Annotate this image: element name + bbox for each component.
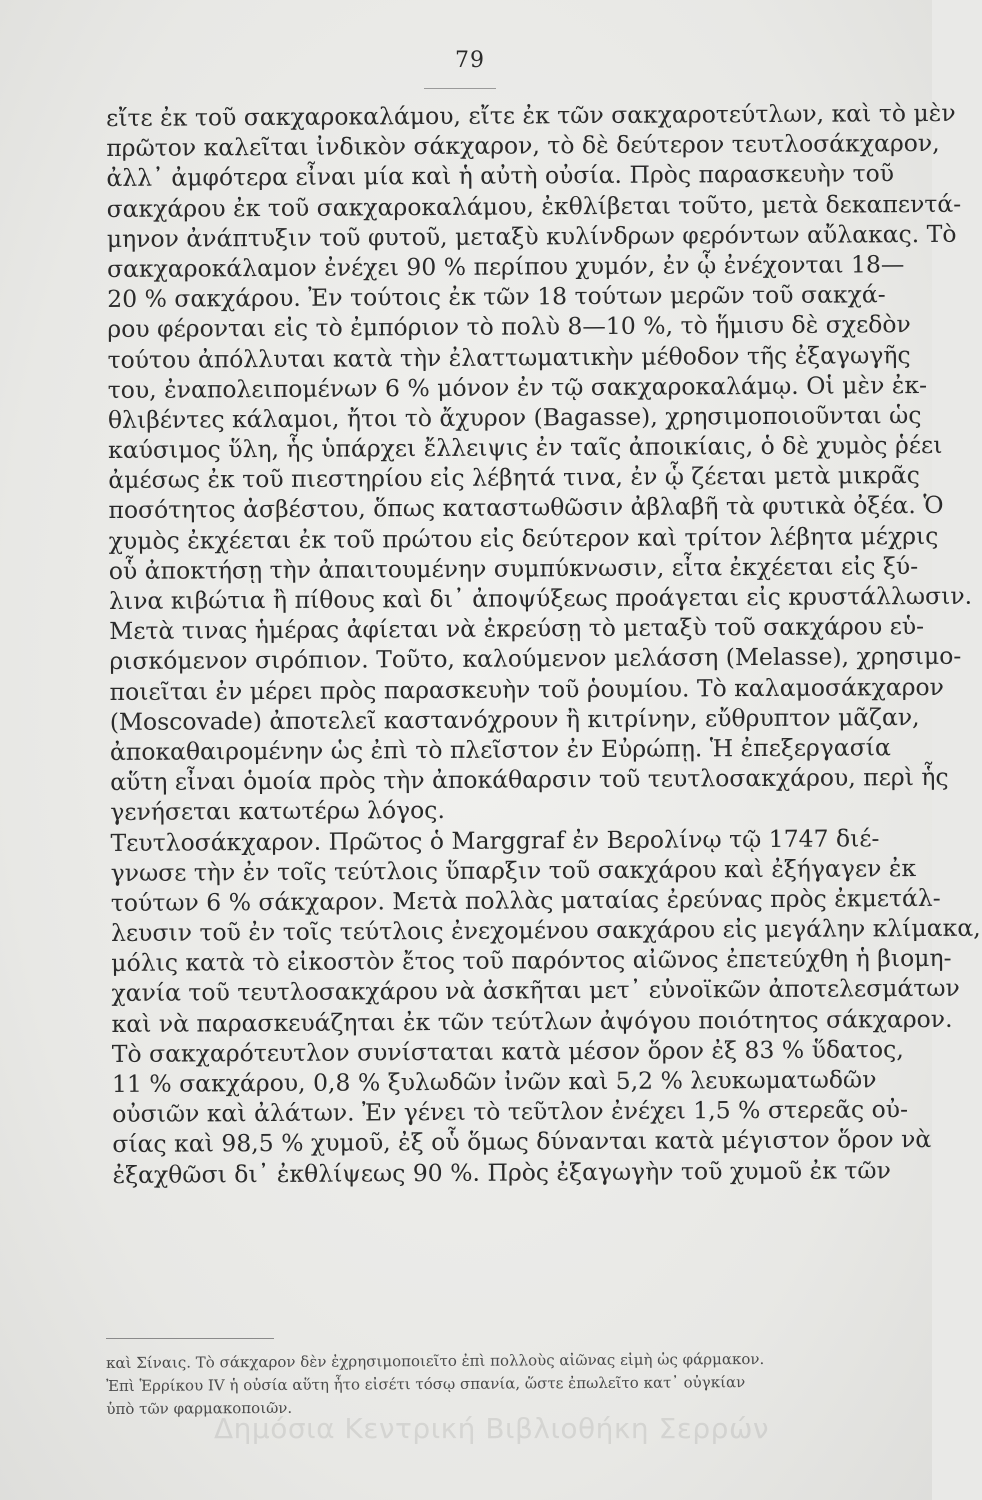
text-line: 11 % σακχάρου, 0,8 % ξυλωδῶν ἰνῶν καὶ 5,2 % λευκωματωδῶν [111, 1065, 877, 1098]
text-line: αὕτη εἶναι ὁμοία πρὸς τὴν ἀποκάθαρσιν τοῦ τευτλοσακχάρου, περὶ ἧς [110, 762, 949, 797]
text-line: Τευτλοσάκχαρον. Πρῶτος ὁ Marggraf ἐν Βερολίνῳ τῷ 1747 διέ- [110, 823, 880, 857]
text-line: καὶ νὰ παρασκευάζηται ἐκ τῶν τεύτλων ἀψόγου ποιότητος σάκχαρον. [111, 1004, 953, 1038]
text-line: του, ἐναπολειπομένων 6 % μόνον ἐν τῷ σακχαροκαλάμῳ. Οἱ μὲν ἐκ- [107, 370, 928, 404]
text-line: ρου φέρονται εἰς τὸ ἐμπόριον τὸ πολὺ 8—10 %, τὸ ἥμισυ δὲ σχεδὸν [107, 310, 911, 344]
footnotes [106, 1348, 826, 1421]
library-watermark: Δημόσια Κεντρική Βιβλιοθήκη Σερρών [214, 1412, 770, 1445]
text-line: ἀποκαθαιρομένην ὡς ἐπὶ τὸ πλεῖστον ἐν Εὐρώπῃ. Ἡ ἐπεξεργασία [109, 733, 891, 766]
text-line: ρισκόμενον σιρόπιον. Τοῦτο, καλούμενον μελάσση (Melasse), χρησιμο- [109, 642, 962, 676]
text-line: οὐσιῶν καὶ ἀλάτων. Ἐν γένει τὸ τεῦτλον ἐνέχει 1,5 % στερεᾶς οὐ- [112, 1095, 909, 1129]
footnote-line: καὶ Σίναις. Τὸ σάκχαρον δὲν ἐχρησιμοποιεῖτο ἐπὶ πολλοὺς αἰῶνας εἰμὴ ὡς φάρμακον. [106, 1349, 765, 1372]
text-line: σίας καὶ 98,5 % χυμοῦ, ἐξ οὗ ὅμως δύνανται κατὰ μέγιστον ὅρον νὰ [112, 1125, 932, 1159]
text-line: εἴτε ἐκ τοῦ σακχαροκαλάμου, εἴτε ἐκ τῶν σακχαροτεύτλων, καὶ τὸ μὲν [106, 98, 956, 132]
page-number-rule [424, 88, 496, 89]
text-line: σακχάρου ἐκ τοῦ σακχαροκαλάμου, ἐκθλίβεται τοῦτο, μετὰ δεκαπεντά- [106, 189, 962, 223]
text-line: 20 % σακχάρου. Ἐν τούτοις ἐκ τῶν 18 τούτων μερῶν τοῦ σακχά- [107, 280, 886, 314]
text-line: μηνον ἀνάπτυξιν τοῦ φυτοῦ, μεταξὺ κυλίνδρων φερόντων αὔλακας. Τὸ [106, 219, 957, 253]
footnote-line: Ἐπὶ Ἑρρίκου IV ἡ οὐσία αὕτη ἦτο εἰσέτι τόσῳ σπανία, ὥστε ἐπωλεῖτο κατ᾽ οὐγκίαν [106, 1373, 746, 1395]
text-line: Τὸ σακχαρότευτλον συνίσταται κατὰ μέσον ὅρον ἐξ 83 % ὕδατος, [111, 1034, 904, 1068]
body-text [106, 98, 981, 1190]
text-line: θλιβέντες κάλαμοι, ἤτοι τὸ ἄχυρον (Bagasse), χρησιμοποιοῦνται ὡς [107, 400, 922, 434]
text-line: τούτου ἀπόλλυται κατὰ τὴν ἐλαττωματικὴν μέθοδον τῆς ἐξαγωγῆς [107, 340, 911, 374]
text-line: καύσιμος ὕλη, ἧς ὑπάρχει ἔλλειψις ἐν ταῖς ἀποικίαις, ὁ δὲ χυμὸς ῥέει [108, 430, 943, 465]
text-line: τούτων 6 % σάκχαρον. Μετὰ πολλὰς ματαίας ἐρεύνας πρὸς ἐκμετάλ- [110, 883, 941, 917]
text-line: ἀμέσως ἐκ τοῦ πιεστηρίου εἰς λέβητά τινα, ἐν ᾧ ζέεται μετὰ μικρᾶς [108, 461, 920, 495]
footnote-rule [106, 1338, 274, 1339]
footnote-line: ὑπὸ τῶν φαρμακοποιῶν. [106, 1398, 293, 1418]
text-line: οὗ ἀποκτήσῃ τὴν ἀπαιτουμένην συμπύκνωσιν, εἶτα ἐκχέεται εἰς ξύ- [108, 551, 919, 585]
text-line: χυμὸς ἐκχέεται ἐκ τοῦ πρώτου εἰς δεύτερον καὶ τρίτον λέβητα μέχρις [108, 521, 939, 555]
text-line: σακχαροκάλαμον ἐνέχει 90 % περίπου χυμόν, ἐν ᾧ ἐνέχονται 18— [106, 250, 905, 283]
text-line: Μετὰ τινας ἡμέρας ἀφίεται νὰ ἐκρεύσῃ τὸ μεταξὺ τοῦ σακχάρου εὑ- [109, 612, 925, 646]
text-line: ἀλλ᾽ ἀμφότερα εἶναι μία καὶ ἡ αὐτὴ οὐσία. Πρὸς παρασκευὴν τοῦ [106, 159, 895, 193]
page-number: 79 [455, 48, 485, 73]
text-line: χανία τοῦ τευτλοσακχάρου νὰ ἀσκῆται μετ᾽ εὐνοϊκῶν ἀποτελεσμάτων [111, 974, 960, 1008]
text-line: (Moscovade) ἀποτελεῖ καστανόχρουν ἢ κιτρίνην, εὔθρυπτον μᾶζαν, [109, 702, 920, 736]
text-line: μόλις κατὰ τὸ εἰκοστὸν ἔτος τοῦ παρόντος αἰῶνος ἐπετεύχθη ἡ βιομη- [111, 944, 952, 978]
text-line: πρῶτον καλεῖται ἰνδικὸν σάκχαρον, τὸ δὲ δεύτερον τευτλοσάκχαρον, [106, 129, 940, 163]
text-line: λευσιν τοῦ ἐν τοῖς τεύτλοις ἐνεχομένου σακχάρου εἰς μεγάλην κλίμακα, [110, 913, 981, 948]
text-line: γενήσεται κατωτέρω λόγος. [110, 796, 445, 827]
text-line: γνωσε τὴν ἐν τοῖς τεύτλοις ὕπαρξιν τοῦ σακχάρου καὶ ἐξήγαγεν ἐκ [110, 853, 917, 887]
text-line: ποσότητος ἀσβέστου, ὅπως καταστωθῶσιν ἀβλαβῆ τὰ φυτικὰ ὀξέα. Ὁ [108, 491, 944, 525]
text-line: ποιεῖται ἐν μέρει πρὸς παρασκευὴν τοῦ ῥουμίου. Τὸ καλαμοσάκχαρον [109, 672, 944, 706]
text-line: λινα κιβώτια ἢ πίθους καὶ δι᾽ ἀποψύξεως προάγεται εἰς κρυστάλλωσιν. [108, 581, 973, 615]
text-line: ἐξαχθῶσι δι᾽ ἐκθλίψεως 90 %. Πρὸς ἐξαγωγὴν τοῦ χυμοῦ ἐκ τῶν [112, 1155, 891, 1189]
